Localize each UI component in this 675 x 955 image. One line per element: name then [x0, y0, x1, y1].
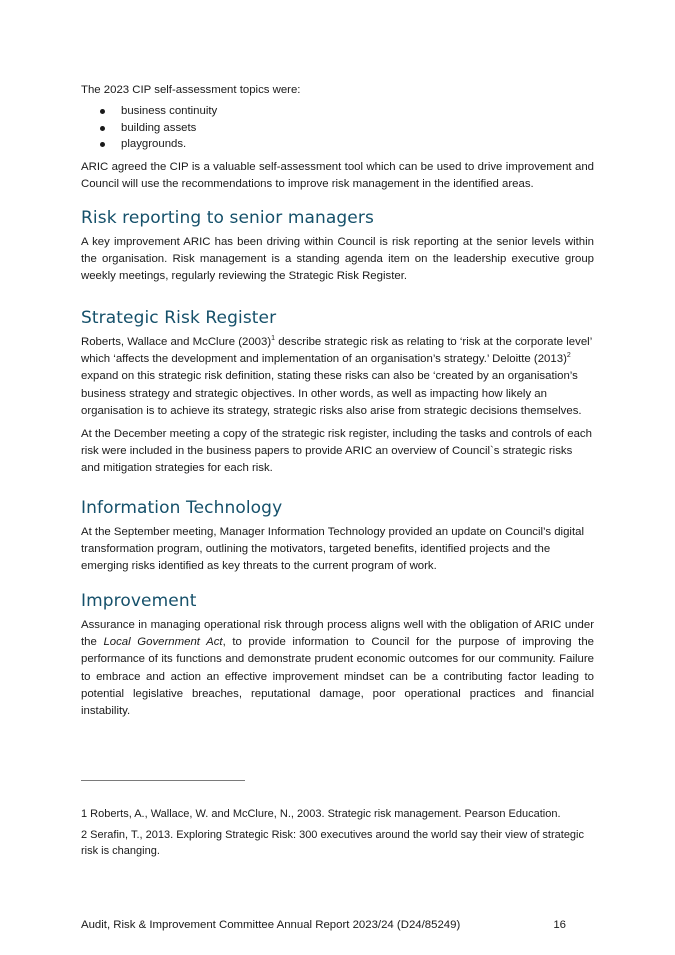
- text-run: , to provide information to Council for the purpose of improving the performance of its functions and demonstrate prudent economic outcomes for our community. Failure to embrace and action an effective improvement mindset can be a contributing factor leading to potential legislative breaches, reputational damage, poor operational practices and financial instability.: [81, 636, 595, 718]
- paragraph: At the December meeting a copy of the strategic risk register, including the tasks and controls of each risk were included in the business papers to provide ARIC an overview of Council`s strategic risks and mitigation strategies for each risk.: [81, 428, 592, 475]
- section-heading: Improvement: [81, 591, 197, 611]
- list-item: building assets: [81, 120, 594, 137]
- list-item: playgrounds.: [81, 136, 594, 153]
- improvement-section: [81, 591, 594, 720]
- paragraph: A key improvement ARIC has been driving within Council is risk reporting at the senior levels within the organisation. Risk management is a standing agenda item on the leadership executive group weekly meetings, regularly reviewing the Strategic Risk Register.: [81, 236, 594, 283]
- it-section: [81, 498, 594, 576]
- intro-text: The 2023 CIP self-assessment topics were:: [81, 84, 301, 96]
- paragraph: At the September meeting, Manager Information Technology provided an update on Council’s digital transformation program, outlining the motivators, targeted benefits, identified projects and the emerging risks identified as key threats to the current program of work.: [81, 526, 584, 573]
- paragraph: [81, 334, 594, 420]
- intro-conclusion: ARIC agreed the CIP is a valuable self-assessment tool which can be used to drive improvement and Council will use the recommendations to improve risk management in the identified areas.: [81, 160, 594, 190]
- risk-reporting-section: [81, 208, 594, 286]
- topics-list: [81, 103, 594, 153]
- footnote: 2 Serafin, T., 2013. Exploring Strategic Risk: 300 executives around the world say their view of strategic risk is changing.: [81, 828, 584, 857]
- footnote-divider: [81, 780, 245, 781]
- paragraph: [81, 617, 594, 720]
- footnote-ref: 2: [566, 352, 571, 360]
- page-number: 16: [553, 919, 566, 931]
- strategic-risk-section: [81, 308, 594, 478]
- footnotes: [81, 806, 594, 860]
- text-run: describe strategic risk as relating to ‘risk at the corporate level’ which ‘affects the development and implementation of an organisation’s strategy.’ Deloitte (2013): [81, 336, 592, 366]
- act-name: Local Government Act: [103, 636, 223, 649]
- footnote-ref: 1: [271, 335, 276, 343]
- section-heading: Risk reporting to senior managers: [81, 208, 374, 228]
- footnote: 1 Roberts, A., Wallace, W. and McClure, N., 2003. Strategic risk management. Pearson Education.: [81, 808, 561, 820]
- text-run: Assurance in managing operational risk through process aligns well with the obligation of ARIC under the: [81, 619, 594, 649]
- intro-section: [81, 82, 594, 193]
- section-heading: Strategic Risk Register: [81, 308, 277, 328]
- list-item: business continuity: [81, 103, 594, 120]
- text-run: expand on this strategic risk definition, stating these risks can also be ‘created by an organisation’s business strategy and strategic objectives. In other words, as well as impacting how likely an organisation is to achieve its strategy, strategic risks also arise from strategic decisions themselves.: [81, 370, 582, 417]
- text-run: Roberts, Wallace and McClure (2003): [81, 336, 272, 348]
- footer-title: Audit, Risk & Improvement Committee Annual Report 2023/24 (D24/85249): [81, 919, 461, 931]
- page-footer: [81, 918, 566, 932]
- section-heading: Information Technology: [81, 498, 283, 518]
